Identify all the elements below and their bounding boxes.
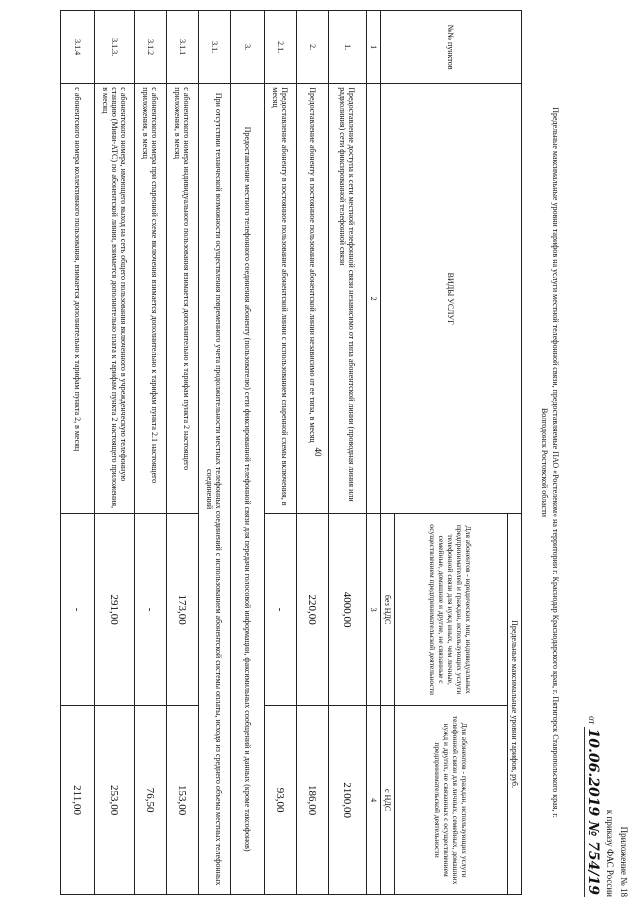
row-legal-value: - <box>265 514 297 706</box>
row-service-section: При отсутствии технической возможности осуществления повременного учета продолжительности местных телефонных соединений с использованием абонентской системы оплаты, исходя из среднего объема местных телефонных соединений <box>199 84 231 895</box>
index-cell: 1 <box>367 11 381 84</box>
table-row <box>297 11 329 895</box>
row-service: с абонентского номера, имеющего выход на сеть общего пользования включенного в учрежденческую телефонную станцию (Мини-АТС) по абонентской линии, взимается дополнительно плата к тарифам пункта 2 настоящего приложения, в месяц <box>95 84 135 514</box>
order-date-line <box>586 716 600 897</box>
row-citizens-value: 93,00 <box>265 706 297 895</box>
row-legal-value: - <box>61 514 95 706</box>
row-number: 3. <box>231 11 265 84</box>
table-row <box>135 11 167 895</box>
row-legal-value: - <box>135 514 167 706</box>
row-citizens-value: 253,00 <box>95 706 135 895</box>
order-reference: к приказу ФАС России <box>605 809 615 897</box>
col-services-header: ВИДЫ УСЛУГ <box>381 84 522 514</box>
table-row <box>329 11 367 895</box>
row-legal-value: 173,00 <box>167 514 199 706</box>
col-no-vat: без НДС <box>381 514 395 706</box>
row-number: 3.1.1 <box>167 11 199 84</box>
row-number: 3.1.3. <box>95 11 135 84</box>
document-title: Предельные максимальные уровни тарифов на услуги местной телефонной связи, предоставляемые ПАО «Ростелеком» на территории г. Краснодар Краснодарского края, г. Пятигорск Ставропольского края, г. <box>551 107 560 818</box>
col-citizens-header: Для абонентов - граждан, использующих услуги телефонной связи для личных, семейных, домашних нужд и других, не связанных с осуществлением предпринимательской деятельности <box>395 706 508 895</box>
row-service: с абонентского номера индивидуального пользования взимается дополнительно к тарифам пункта 2 настоящего приложения, в месяц <box>167 84 199 514</box>
table-row <box>167 11 199 895</box>
appendix-label: Приложение № 18 <box>619 826 629 897</box>
row-legal-value: 291,00 <box>95 514 135 706</box>
tariff-table <box>60 10 522 895</box>
row-service: Предоставление абоненту в постоянное пользование абонентской линии с использованием спаренной схемы включения, в месяц <box>265 84 297 514</box>
table-row <box>199 11 231 895</box>
date-prefix: от <box>587 715 597 725</box>
row-service: Предоставление доступа к сети местной телефонной связи независимо от типа абонентской линии (проводная линия или радиолиния) сети фиксированной телефонной связи <box>329 84 367 514</box>
table-row <box>265 11 297 895</box>
row-citizens-value: 2100,00 <box>329 706 367 895</box>
row-citizens-value: 153,00 <box>167 706 199 895</box>
row-citizens-value: 211,00 <box>61 706 95 895</box>
col-legal-header: Для абонентов - юридических лиц, индивидуальных предпринимателей и граждан, использующих услуги телефонной связи для нужд иных, чем личные, семейные, домашние и другие, не связанные с осуществлением предпринимательской деятельности <box>395 514 508 706</box>
table-row <box>95 11 135 895</box>
col-with-vat: с НДС <box>381 706 395 895</box>
row-service: с абонентского номера коллективного пользования, взимается дополнительно к тарифам пункта 2, в месяц <box>61 84 95 514</box>
row-number: 1. <box>329 11 367 84</box>
col-group-header: Предельные максимальные уровни тарифов, руб. <box>508 514 522 895</box>
row-legal-value: 4000,00 <box>329 514 367 706</box>
col-number-header: №№ пунктов <box>381 11 522 84</box>
index-cell: 4 <box>367 706 381 895</box>
row-number: 2.1. <box>265 11 297 84</box>
handwritten-date: 10.06.2019 № 754/19 <box>585 728 601 895</box>
row-citizens-value: 186,00 <box>297 706 329 895</box>
index-cell: 3 <box>367 514 381 706</box>
row-service: с абонентского номера при спаренной схеме включения взимается дополнительно к тарифам пункта 2.1 настоящего приложения, в месяц <box>135 84 167 514</box>
table-row <box>231 11 265 895</box>
row-number: 3.1.4 <box>61 11 95 84</box>
document-title-region: Волгодонск Ростовской области <box>540 407 549 518</box>
page-number: 40 <box>313 447 323 457</box>
row-legal-value: 220,00 <box>297 514 329 706</box>
index-cell: 2 <box>367 84 381 514</box>
table-row <box>61 11 95 895</box>
row-number: 3.1.2 <box>135 11 167 84</box>
row-service-section: Предоставление местного телефонного соединения абоненту (пользователю) сети фиксированной телефонной связи для передачи голосовой информации, факсимильных сообщений и данных (кроме таксофонов) <box>231 84 265 895</box>
row-citizens-value: 76,50 <box>135 706 167 895</box>
row-number: 3.1. <box>199 11 231 84</box>
row-number: 2. <box>297 11 329 84</box>
row-service: Предоставление абоненту в постоянное пользование абонентской линии независимо от ее типа, в месяц <box>297 84 329 514</box>
